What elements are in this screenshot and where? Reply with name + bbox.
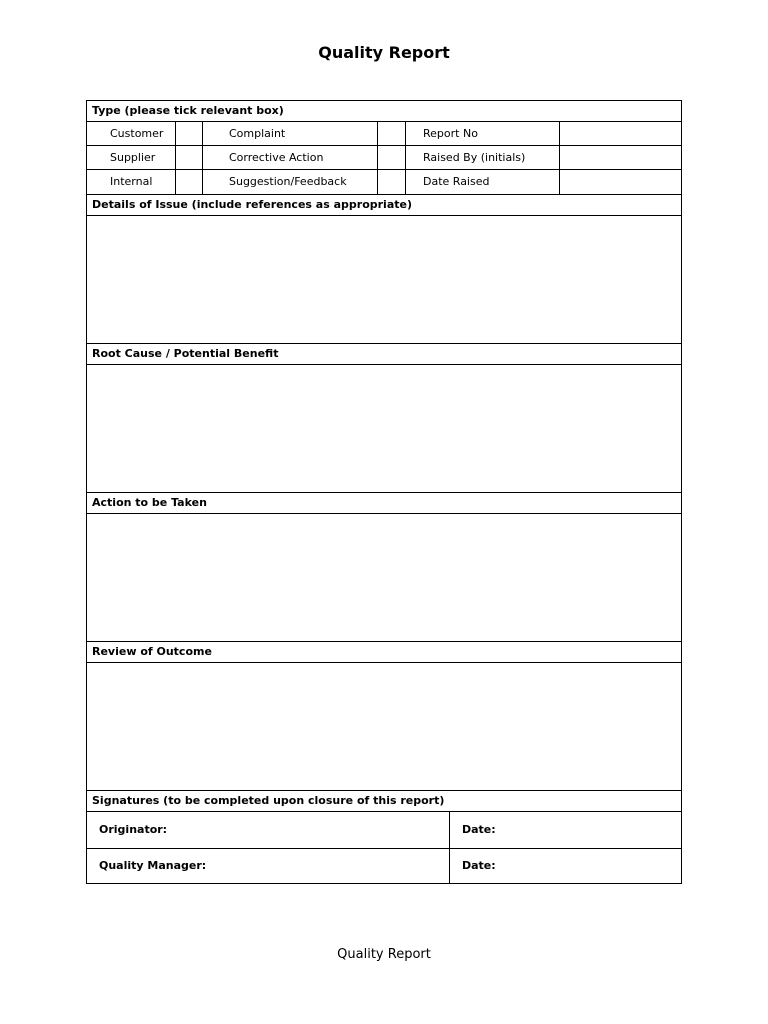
type-option-label: Supplier	[87, 146, 176, 169]
originator-label[interactable]: Originator:	[87, 812, 450, 848]
signature-row	[87, 849, 681, 883]
date-raised-field[interactable]	[560, 170, 681, 194]
signatures-header: Signatures (to be completed upon closure of this report)	[87, 791, 681, 812]
tick-box-suggestion-feedback[interactable]	[378, 170, 406, 194]
type-option-label: Suggestion/Feedback	[203, 170, 378, 194]
review-header: Review of Outcome	[87, 642, 681, 663]
page-footer: Quality Report	[337, 947, 431, 962]
quality-report-form	[86, 100, 682, 884]
tick-box-corrective-action[interactable]	[378, 146, 406, 169]
report-no-field[interactable]	[560, 122, 681, 145]
page-title: Quality Report	[318, 43, 450, 62]
root-cause-header: Root Cause / Potential Benefit	[87, 344, 681, 365]
tick-box-internal[interactable]	[176, 170, 203, 194]
root-cause-field[interactable]	[87, 365, 681, 493]
details-field[interactable]	[87, 216, 681, 344]
quality-manager-label[interactable]: Quality Manager:	[87, 849, 450, 883]
type-option-label: Customer	[87, 122, 176, 145]
type-option-label: Internal	[87, 170, 176, 194]
tick-box-supplier[interactable]	[176, 146, 203, 169]
review-field[interactable]	[87, 663, 681, 791]
date-label[interactable]: Date:	[462, 859, 496, 872]
type-row	[87, 122, 681, 146]
field-label: Date Raised	[406, 170, 560, 194]
action-field[interactable]	[87, 514, 681, 642]
signature-row	[87, 812, 681, 849]
action-header: Action to be Taken	[87, 493, 681, 514]
date-label[interactable]: Date:	[462, 823, 496, 836]
tick-box-customer[interactable]	[176, 122, 203, 145]
type-row	[87, 146, 681, 170]
type-option-label: Corrective Action	[203, 146, 378, 169]
tick-box-complaint[interactable]	[378, 122, 406, 145]
type-section-header: Type (please tick relevant box)	[87, 101, 681, 122]
type-row	[87, 170, 681, 195]
details-header: Details of Issue (include references as appropriate)	[87, 195, 681, 216]
field-label: Report No	[406, 122, 560, 145]
type-option-label: Complaint	[203, 122, 378, 145]
raised-by-field[interactable]	[560, 146, 681, 169]
field-label: Raised By (initials)	[406, 146, 560, 169]
